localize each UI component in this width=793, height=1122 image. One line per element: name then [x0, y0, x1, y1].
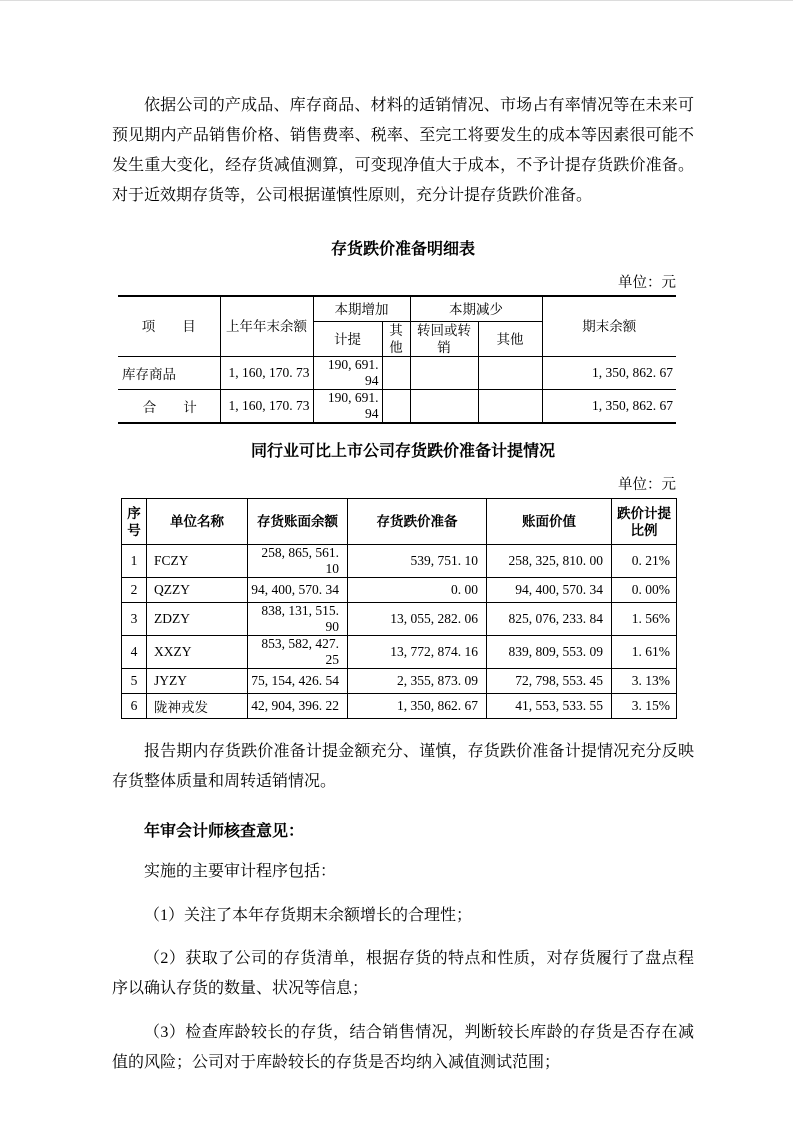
table-cell: 3. 13%: [612, 669, 677, 694]
col-header-serial-number: 序号: [122, 499, 147, 545]
table-cell: [410, 357, 478, 390]
table-cell: [478, 390, 542, 424]
table-cell: 839, 809, 553. 09: [487, 636, 612, 669]
col-header-company-name: 单位名称: [147, 499, 248, 545]
paragraph-summary: 报告期内存货跌价准备计提金额充分、谨慎，存货跌价准备计提情况充分反映存货整体质量和周转适销情况。: [112, 743, 694, 790]
table-row: [122, 694, 677, 719]
table-cell: 41, 553, 533. 55: [487, 694, 612, 719]
table-cell: XXZY: [147, 636, 248, 669]
table-cell: 合 计: [118, 390, 220, 424]
table1-title: 存货跌价准备明细表: [330, 241, 475, 258]
table-cell: 3. 15%: [612, 694, 677, 719]
table-cell: 838, 131, 515. 90: [248, 603, 348, 636]
audit-procedure-item-1: （1）关注了本年存货期末余额增长的合理性；: [144, 907, 473, 924]
table-cell: 4: [122, 636, 147, 669]
table-cell: 3: [122, 603, 147, 636]
col-header-period-end-balance: 期末余额: [542, 296, 676, 357]
table-cell: 5: [122, 669, 147, 694]
col-header-current-increase: 本期增加: [313, 296, 410, 322]
table-cell: 94, 400, 570. 34: [248, 578, 348, 603]
table-cell: 190, 691. 94: [313, 357, 382, 390]
page-content: [112, 91, 694, 1078]
table1-header-row-1: [118, 296, 676, 322]
table-cell: 825, 076, 233. 84: [487, 603, 612, 636]
table-cell: 1, 350, 862. 67: [542, 357, 676, 390]
col-header-accrual: 计提: [313, 322, 382, 357]
table-cell: 94, 400, 570. 34: [487, 578, 612, 603]
table-cell: 库存商品: [118, 357, 220, 390]
table-cell: 2, 355, 873. 09: [348, 669, 487, 694]
table-cell: [382, 357, 410, 390]
table-cell: 1, 350, 862. 67: [348, 694, 487, 719]
table-cell: ZDZY: [147, 603, 248, 636]
table-cell: 1: [122, 545, 147, 578]
table-cell: 853, 582, 427. 25: [248, 636, 348, 669]
col-header-book-value: 账面价值: [487, 499, 612, 545]
table-cell: [478, 357, 542, 390]
table-cell: 6: [122, 694, 147, 719]
paragraph-procedures-intro: 实施的主要审计程序包括：: [144, 863, 337, 880]
table-cell: 13, 055, 282. 06: [348, 603, 487, 636]
table-row: [118, 390, 676, 424]
table-row: [118, 357, 676, 390]
table-cell: [410, 390, 478, 424]
inventory-provision-detail-table: [118, 295, 676, 424]
table-row: [122, 603, 677, 636]
unit-label-2: 单位：元: [618, 477, 676, 493]
table-cell: 1, 160, 170. 73: [220, 390, 313, 424]
table-cell: 1. 61%: [612, 636, 677, 669]
table-cell: 13, 772, 874. 16: [348, 636, 487, 669]
table-cell: 258, 325, 810. 00: [487, 545, 612, 578]
table-cell: 0. 00: [348, 578, 487, 603]
table-row: [122, 545, 677, 578]
col-header-current-decrease: 本期减少: [410, 296, 542, 322]
table-cell: FCZY: [147, 545, 248, 578]
unit-label-1: 单位：元: [618, 275, 676, 291]
table-cell: 2: [122, 578, 147, 603]
table-cell: 1, 160, 170. 73: [220, 357, 313, 390]
table-cell: 258, 865, 561. 10: [248, 545, 348, 578]
table-cell: [382, 390, 410, 424]
table-row: [122, 636, 677, 669]
table-cell: 陇神戎发: [147, 694, 248, 719]
col-header-reversal-or-writeoff: 转回或转销: [410, 322, 478, 357]
table-cell: 539, 751. 10: [348, 545, 487, 578]
table-row: [122, 578, 677, 603]
col-header-inventory-provision: 存货跌价准备: [348, 499, 487, 545]
audit-procedure-item-3: （3）检查库龄较长的存货，结合销售情况，判断较长库龄的存货是否存在减值的风险；公司对于库龄较长的存货是否均纳入减值测试范围；: [112, 1024, 694, 1071]
table-cell: 1, 350, 862. 67: [542, 390, 676, 424]
table-cell: 75, 154, 426. 54: [248, 669, 348, 694]
col-header-provision-ratio: 跌价计提比例: [612, 499, 677, 545]
table-cell: 0. 00%: [612, 578, 677, 603]
table-cell: 0. 21%: [612, 545, 677, 578]
audit-procedure-item-2: （2）获取了公司的存货清单，根据存货的特点和性质，对存货履行了盘点程序以确认存货的数量、状况等信息；: [112, 950, 694, 997]
table2-header-row: [122, 499, 677, 545]
col-header-prev-year-end-balance: 上年年末余额: [220, 296, 313, 357]
table-cell: JYZY: [147, 669, 248, 694]
col-header-other-increase: 其他: [382, 322, 410, 357]
table-cell: 42, 904, 396. 22: [248, 694, 348, 719]
table2-title: 同行业可比上市公司存货跌价准备计提情况: [250, 443, 555, 460]
table-row: [122, 669, 677, 694]
col-header-item: 项 目: [118, 296, 220, 357]
auditor-opinion-heading: 年审会计师核查意见：: [144, 823, 305, 840]
table-cell: QZZY: [147, 578, 248, 603]
table-cell: 72, 798, 553. 45: [487, 669, 612, 694]
table-cell: 190, 691. 94: [313, 390, 382, 424]
col-header-inventory-book-balance: 存货账面余额: [248, 499, 348, 545]
col-header-other-decrease: 其他: [478, 322, 542, 357]
table-cell: 1. 56%: [612, 603, 677, 636]
comparable-companies-provision-table: [121, 498, 677, 719]
paragraph-intro: 依据公司的产成品、库存商品、材料的适销情况、市场占有率情况等在未来可预见期内产品销售价格、销售费率、税率、至完工将要发生的成本等因素很可能不发生重大变化，经存货减值测算，可变现净值大于成本，不予计提存货跌价准备。对于近效期存货等，公司根据谨慎性原则，充分计提存货跌价准备。: [112, 97, 694, 204]
